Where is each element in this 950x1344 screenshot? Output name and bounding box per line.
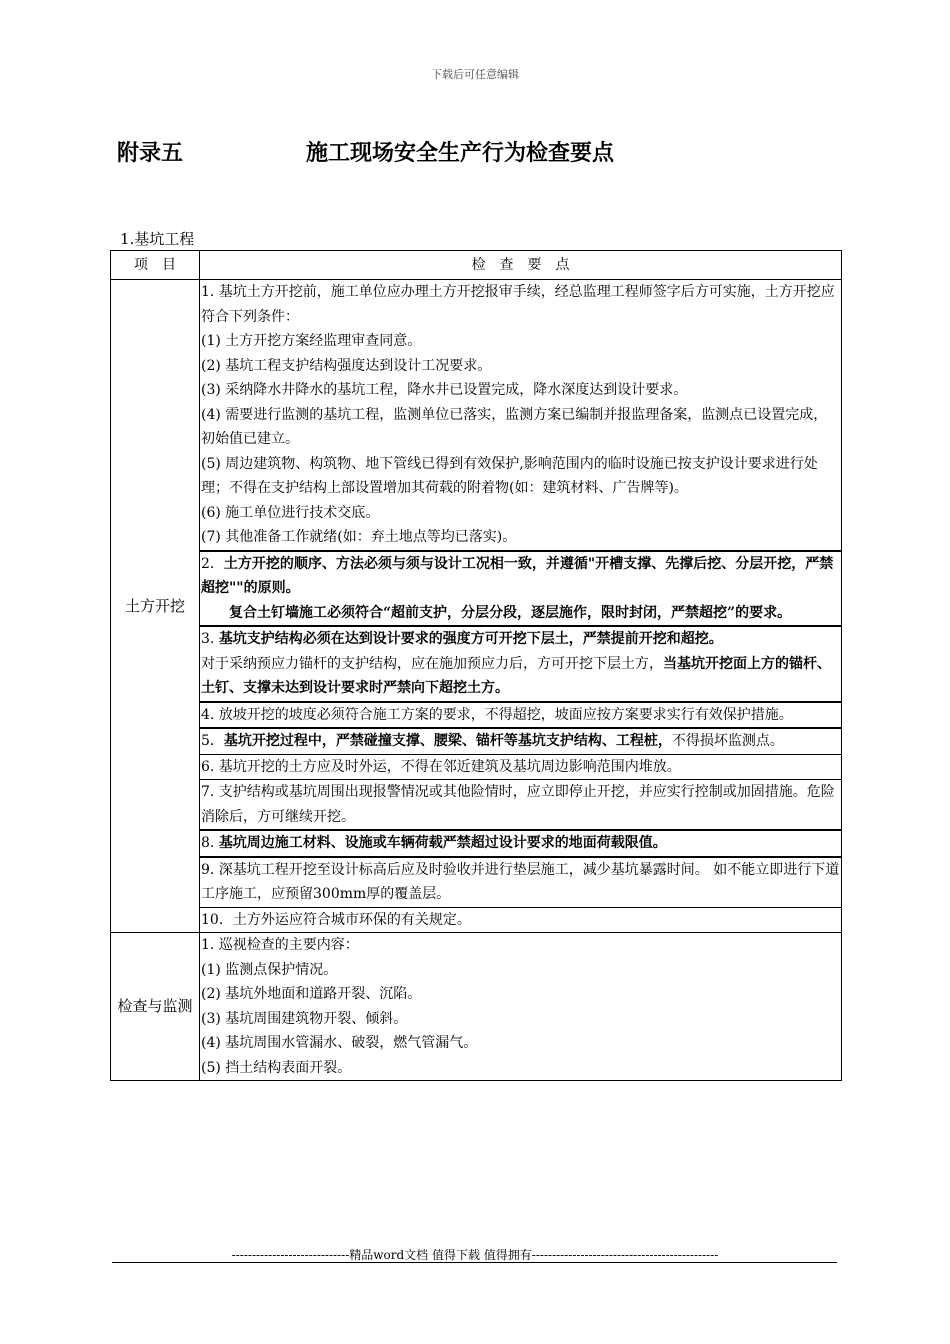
footer-rule — [112, 1262, 837, 1263]
cell-text: 1. 巡视检查的主要内容： — [201, 937, 359, 953]
bold-text: 当基坑开挖面上方的锚杆、土钉、支撑未达到设计要求时严禁向下超挖土方。 — [201, 655, 831, 696]
cell-text: (5) 挡土结构表面开裂。 — [201, 1059, 352, 1076]
item-number: 3. — [201, 631, 219, 647]
table-cell — [200, 933, 842, 1081]
group-label-excavation: 土方开挖 — [111, 280, 200, 933]
table-cell: 9. 深基坑工程开挖至设计标高后应及时验收并进行垫层施工，减少基坑暴露时间。 如不能立即进行下道工序施工，应预留300mm厚的覆盖层。 — [200, 857, 842, 908]
table-row — [111, 754, 842, 780]
table-row — [111, 626, 842, 702]
bold-text: 基坑支护结构必须在达到设计要求的强度方可开挖下层土，严禁提前开挖和超挖。 — [218, 631, 723, 647]
cell-text: (3) 基坑周围建筑物开裂、倾斜。 — [201, 1010, 408, 1027]
item-number: 5． — [201, 733, 224, 749]
page-title: 施工现场安全生产行为检查要点 — [306, 141, 615, 166]
table-cell — [200, 626, 842, 702]
cell-text: (2) 基坑外地面和道路开裂、沉陷。 — [201, 986, 422, 1002]
cell-text: 1. 基坑土方开挖前，施工单位应办理土方开挖报审手续，经总监理工程师签字后方可实施，土方开挖应符合下列条件： — [201, 284, 835, 325]
table-row — [111, 830, 842, 857]
bold-text: 土方开挖的顺序、方法必须与须与设计工况相一致，并遵循"开槽支撑、先撑后挖、分层开挖，严禁超挖""的原则。 — [201, 555, 834, 596]
table-row — [111, 728, 842, 754]
section-title: 1.基坑工程 — [120, 230, 195, 248]
cell-text: (3) 采纳降水井降水的基坑工程，降水井已设置完成，降水深度达到设计要求。 — [201, 382, 688, 398]
item-number: 8. — [201, 835, 219, 851]
table-row — [111, 907, 842, 933]
table-cell: 7. 支护结构或基坑周围出现报警情况或其他险情时，应立即停止开挖，并应实行控制或加固措施。危险消除后，方可继续开挖。 — [200, 780, 842, 831]
cell-text: (4) 需要进行监测的基坑工程，监测单位已落实，监测方案已编制并报监理备案，监测点已设置完成，初始值已建立。 — [201, 406, 828, 447]
bold-text: 基坑周边施工材料、设施或车辆荷载严禁超过设计要求的地面荷载限值。 — [218, 835, 667, 851]
header-note: 下载后可任意编辑 — [431, 68, 519, 81]
table-cell: 6. 基坑开挖的土方应及时外运，不得在邻近建筑及基坑周边影响范围内堆放。 — [200, 754, 842, 780]
cell-text: 不得损坏监测点。 — [671, 733, 784, 749]
footer-text: -----------------------------精品word文档 值得下载 值得拥有---------------------------------------------- — [231, 1248, 719, 1262]
table-header-row — [111, 251, 842, 280]
cell-text: (5) 周边建筑物、构筑物、地下管线已得到有效保护,影响范围内的临时设施已按支护设计要求进行处理；不得在支护结构上部设置增加其荷载的附着物(如：建筑材料、广告牌等)。 — [201, 455, 818, 496]
table-cell: 4. 放坡开挖的坡度必须符合施工方案的要求，不得超挖，坡面应按方案要求实行有效保护措施。 — [200, 702, 842, 729]
table-row — [111, 933, 842, 1081]
table-cell: 10．土方外运应符合城市环保的有关规定。 — [200, 907, 842, 933]
table-row — [111, 857, 842, 908]
table-row — [111, 280, 842, 551]
bold-text: 复合土钉墙施工必须符合“超前支护，分层分段，逐层施作，限时封闭，严禁超挖”的要求。 — [229, 604, 792, 621]
inspection-table — [110, 250, 842, 1081]
group-label-monitoring: 检查与监测 — [111, 933, 200, 1081]
cell-text: (7) 其他准备工作就绪(如：弃土地点等均已落实)。 — [201, 529, 517, 545]
cell-text: (1) 土方开挖方案经监理审查同意。 — [201, 333, 422, 349]
table-cell — [200, 551, 842, 627]
table-row — [111, 551, 842, 627]
table-cell — [200, 280, 842, 551]
table-row — [111, 702, 842, 729]
cell-text: (6) 施工单位进行技术交底。 — [201, 504, 380, 521]
header-item: 项 目 — [111, 251, 200, 280]
cell-text: (2) 基坑工程支护结构强度达到设计工况要求。 — [201, 357, 492, 374]
table-cell — [200, 830, 842, 857]
bold-text: 基坑开挖过程中，严禁碰撞支撑、腰梁、锚杆等基坑支护结构、工程桩， — [223, 733, 672, 749]
table-row — [111, 780, 842, 831]
item-number: 2． — [201, 555, 224, 572]
cell-text: (1) 监测点保护情况。 — [201, 961, 338, 978]
cell-text: (4) 基坑周围水管漏水、破裂，燃气管漏气。 — [201, 1035, 478, 1051]
header-points: 检 查 要 点 — [200, 251, 842, 280]
appendix-label: 附录五 — [117, 141, 184, 166]
cell-text: 对于采纳预应力锚杆的支护结构，应在施加预应力后，方可开挖下层土方， — [201, 655, 663, 672]
table-cell — [200, 728, 842, 754]
